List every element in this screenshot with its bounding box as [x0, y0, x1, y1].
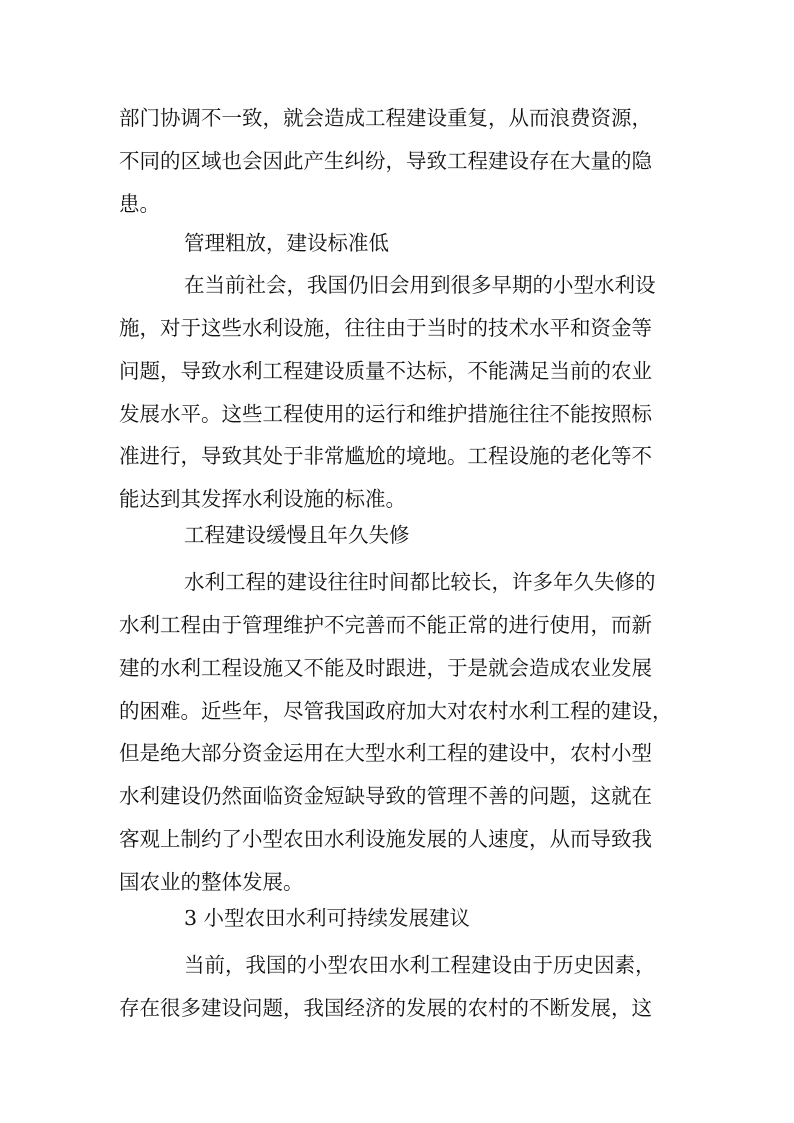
body-text-line: 当前，我国的小型农田水利工程建设由于历史因素，: [184, 953, 656, 977]
body-text-line: 问题，导致水利工程建设质量不达标，不能满足当前的农业: [119, 359, 652, 383]
body-text-line: 能达到其发挥水利设施的标准。: [119, 487, 406, 511]
body-text-line: 建的水利工程设施又不能及时跟进，于是就会造成农业发展: [119, 656, 652, 680]
body-text-line: 准进行，导致其处于非常尴尬的境地。工程设施的老化等不: [119, 444, 652, 468]
body-text-line: 存在很多建设问题，我国经济的发展的农村的不断发展，这: [119, 996, 652, 1020]
section-heading: 工程建设缓慢且年久失修: [184, 523, 410, 547]
body-text-line: 患。: [119, 192, 160, 216]
body-text-line: 水利建设仍然面临资金短缺导致的管理不善的问题，这就在: [119, 784, 652, 808]
body-text-line: 发展水平。这些工程使用的运行和维护措施往往不能按照标: [119, 402, 652, 426]
section-heading: 3 小型农田水利可持续发展建议: [184, 906, 471, 930]
body-text-line: 部门协调不一致，就会造成工程建设重复，从而浪费资源，: [119, 106, 652, 130]
body-text-line: 但是绝大部分资金运用在大型水利工程的建设中，农村小型: [119, 741, 652, 765]
body-text-line: 水利工程的建设往往时间都比较长，许多年久失修的: [184, 570, 656, 594]
body-text-line: 国农业的整体发展。: [119, 870, 304, 894]
body-text-line: 水利工程由于管理维护不完善而不能正常的进行使用，而新: [119, 613, 652, 637]
body-text-line: 的困难。近些年，尽管我国政府加大对农村水利工程的建设，: [119, 699, 673, 723]
body-text-line: 施，对于这些水利设施，往往由于当时的技术水平和资金等: [119, 316, 652, 340]
body-text-line: 不同的区域也会因此产生纠纷，导致工程建设存在大量的隐: [119, 149, 652, 173]
section-heading: 管理粗放，建设标准低: [184, 231, 389, 255]
body-text-line: 客观上制约了小型农田水利设施发展的人速度，从而导致我: [119, 827, 652, 851]
body-text-line: 在当前社会，我国仍旧会用到很多早期的小型水利设: [184, 273, 656, 297]
